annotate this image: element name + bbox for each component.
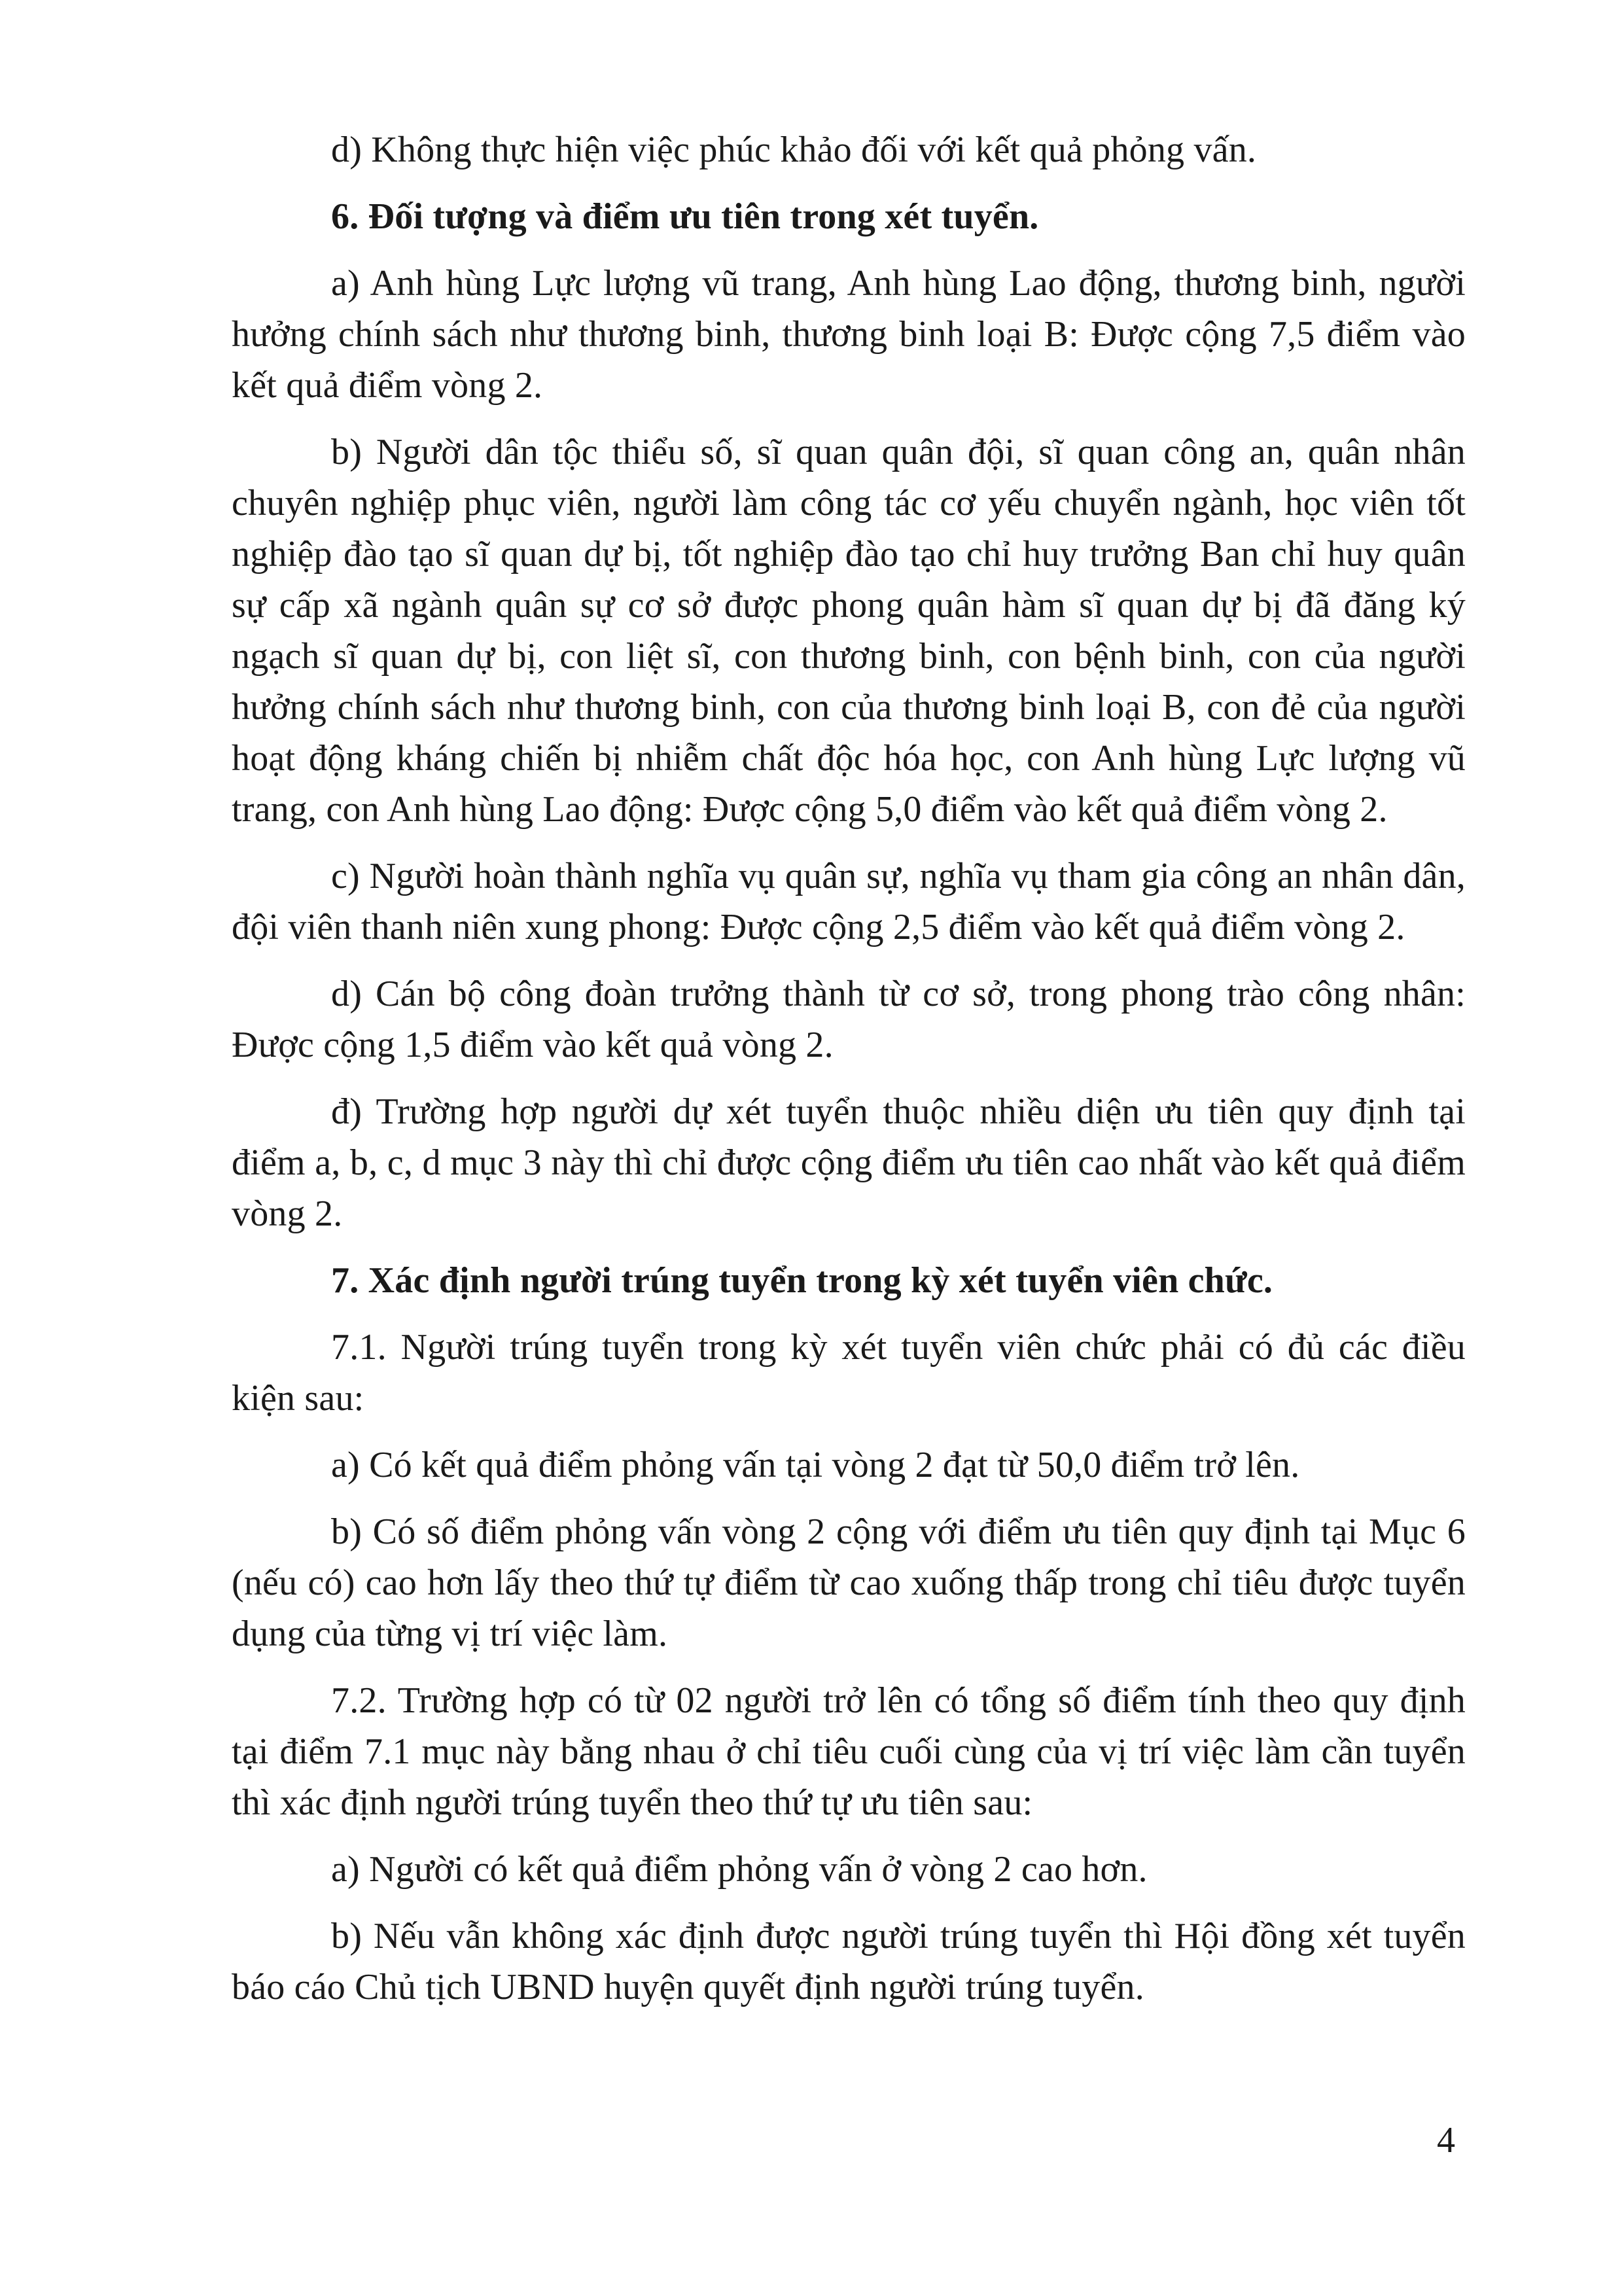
document-page xyxy=(232,124,1466,2028)
paragraph-6c: c) Người hoàn thành nghĩa vụ quân sự, nghĩa vụ tham gia công an nhân dân, đội viên thanh niên xung phong: Được cộng 2,5 điểm vào kết quả điểm vòng 2. xyxy=(232,856,1466,947)
page-number: 4 xyxy=(1437,2120,1455,2161)
paragraph-7-2b: b) Nếu vẫn không xác định được người trúng tuyển thì Hội đồng xét tuyển báo cáo Chủ tịch UBND huyện quyết định người trúng tuyển. xyxy=(232,1916,1466,2007)
paragraph-7-2a: a) Người có kết quả điểm phỏng vấn ở vòng 2 cao hơn. xyxy=(331,1849,1148,1890)
paragraph-6a: a) Anh hùng Lực lượng vũ trang, Anh hùng Lao động, thương binh, người hưởng chính sách như thương binh, thương binh loại B: Được cộng 7,5 điểm vào kết quả điểm vòng 2. xyxy=(232,263,1466,406)
paragraph-7-1: 7.1. Người trúng tuyển trong kỳ xét tuyển viên chức phải có đủ các điều kiện sau: xyxy=(232,1327,1466,1419)
paragraph-d-phuc-khao: d) Không thực hiện việc phúc khảo đối với kết quả phỏng vấn. xyxy=(331,130,1257,170)
paragraph-7-1a: a) Có kết quả điểm phỏng vấn tại vòng 2 đạt từ 50,0 điểm trở lên. xyxy=(331,1445,1300,1485)
paragraph-7-2: 7.2. Trường hợp có từ 02 người trở lên có tổng số điểm tính theo quy định tại điểm 7.1 mục này bằng nhau ở chỉ tiêu cuối cùng của vị trí việc làm cần tuyển thì xác định người trúng tuyển theo thứ tự ưu tiên sau: xyxy=(232,1680,1466,1823)
paragraph-6b: b) Người dân tộc thiểu số, sĩ quan quân đội, sĩ quan công an, quân nhân chuyên nghiệp phục viên, người làm công tác cơ yếu chuyển ngành, học viên tốt nghiệp đào tạo sĩ quan dự bị, tốt nghiệp đào tạo chỉ huy trưởng Ban chỉ huy quân sự cấp xã ngành quân sự cơ sở được phong quân hàm sĩ quan dự bị đã đăng ký ngạch sĩ quan dự bị, con liệt sĩ, con thương binh, con bệnh binh, con của người hưởng chính sách như thương binh, con của thương binh loại B, con đẻ của người hoạt động kháng chiến bị nhiễm chất độc hóa học, con Anh hùng Lực lượng vũ trang, con Anh hùng Lao động: Được cộng 5,0 điểm vào kết quả điểm vòng 2. xyxy=(232,432,1466,830)
section-heading-6: 6. Đối tượng và điểm ưu tiên trong xét tuyển. xyxy=(331,196,1039,237)
paragraph-7-1b: b) Có số điểm phỏng vấn vòng 2 cộng với điểm ưu tiên quy định tại Mục 6 (nếu có) cao hơn lấy theo thứ tự điểm từ cao xuống thấp trong chỉ tiêu được tuyển dụng của từng vị trí việc làm. xyxy=(232,1511,1466,1654)
paragraph-6dd: đ) Trường hợp người dự xét tuyển thuộc nhiều diện ưu tiên quy định tại điểm a, b, c, d mục 3 này thì chỉ được cộng điểm ưu tiên cao nhất vào kết quả điểm vòng 2. xyxy=(232,1091,1466,1234)
paragraph-6d: d) Cán bộ công đoàn trưởng thành từ cơ sở, trong phong trào công nhân: Được cộng 1,5 điểm vào kết quả vòng 2. xyxy=(232,974,1466,1065)
section-heading-7: 7. Xác định người trúng tuyển trong kỳ xét tuyển viên chức. xyxy=(331,1260,1273,1301)
